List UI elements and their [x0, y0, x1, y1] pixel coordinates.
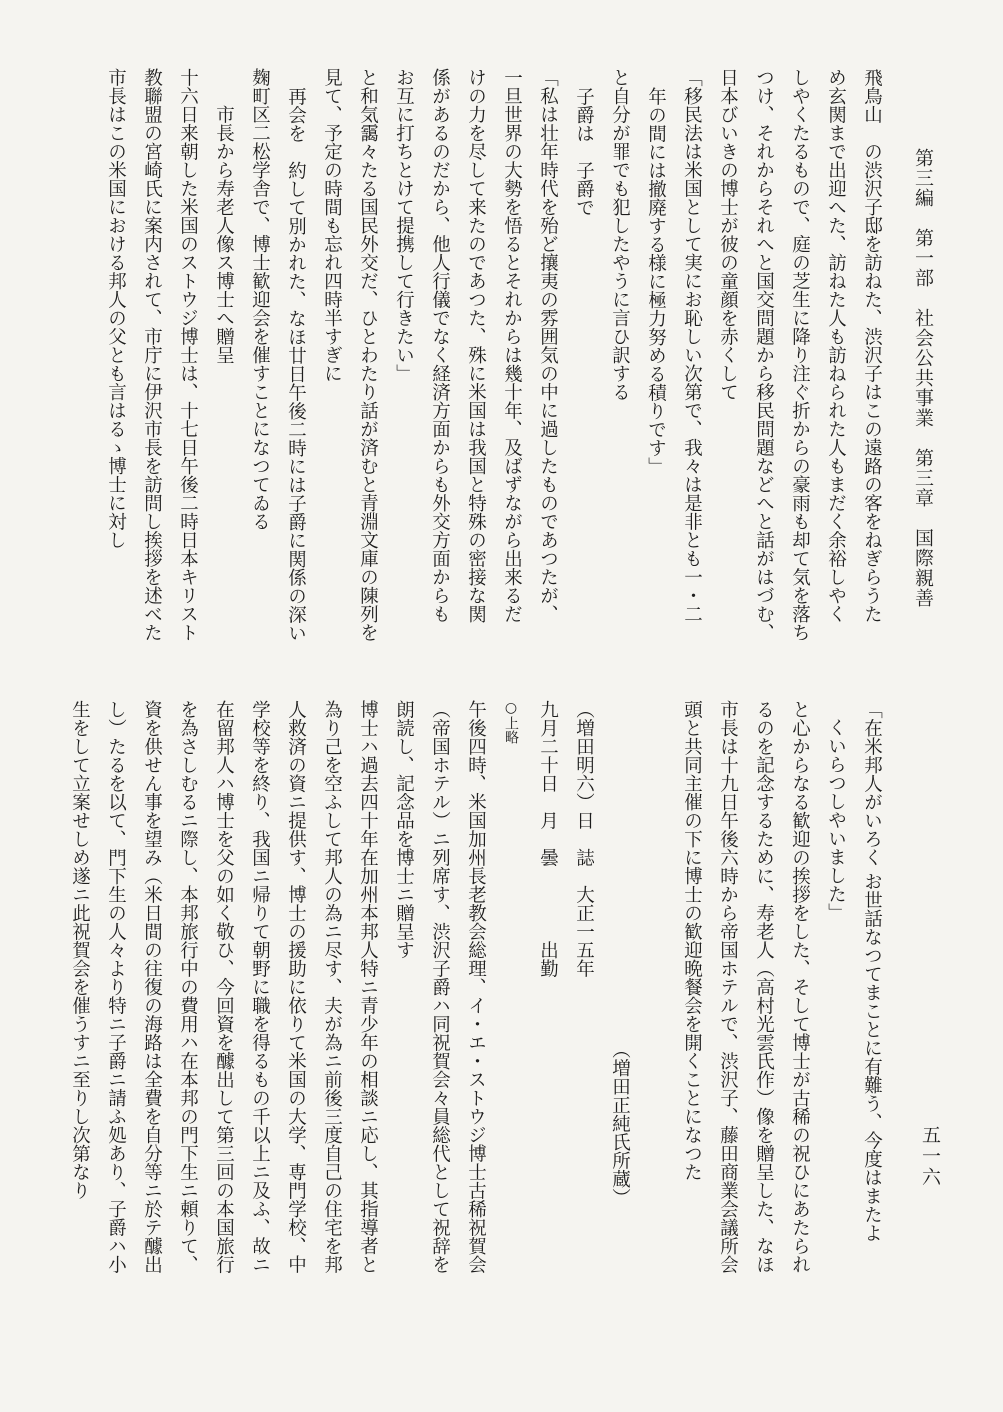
text-column: 飛鳥山 の渋沢子邸を訪ねた、渋沢子はこの遠路の客をねぎらうた — [861, 68, 883, 623]
text-column: 朗読し、記念品を博士ニ贈呈す — [393, 700, 415, 959]
text-column: 生をして立案せしめ遂ニ此祝賀会を催うすニ至りし次第なり — [69, 700, 91, 1200]
text-column: （帝国ホテル）ニ列席す、渋沢子爵ハ同祝賀会々員総代として祝辞を — [429, 700, 451, 1274]
text-column: 市長は十九日午後六時から帝国ホテルで、渋沢子、藤田商業会議所会 — [717, 700, 739, 1274]
text-column: 在留邦人ハ博士を父の如く敬ひ、今回資を醵出して第三回の本国旅行 — [213, 700, 235, 1274]
text-column: けの力を尽して来たのであつた、殊に米国は我国と特殊の密接な関 — [465, 68, 487, 623]
text-column: 「移民法は米国として実にお恥しい次第で、我々は是非とも一・二 — [681, 68, 703, 623]
text-column: しやくたるもので、庭の芝生に降り注ぐ折からの豪雨も却て気を落ち — [789, 68, 811, 642]
text-column: 見て、予定の時間も忘れ四時半すぎに — [321, 68, 343, 383]
text-column: るのを記念するために、寿老人（高村光雲氏作）像を贈呈した、なほ — [753, 700, 775, 1274]
text-column: め玄関まで出迎へた、訪ねた人も訪ねられた人もまだく余裕しやく — [825, 68, 847, 623]
text-column: 係があるのだから、他人行儀でなく経済方面からも外交方面からも — [429, 68, 451, 623]
text-column: と自分が罪でも犯したやうに言ひ訳する — [609, 68, 631, 401]
diary-date: 九月二十日 月 曇 出勤 — [537, 700, 559, 978]
text-column: 学校等を終り、我国ニ帰りて朝野に職を得るもの千以上ニ及ふ、故ニ — [249, 700, 271, 1274]
text-column: 博士ハ過去四十年在加州本邦人特ニ青少年の相談ニ応し、其指導者と — [357, 700, 379, 1274]
text-column: 「在米邦人がいろく お世話なつてまことに有難う、今度はまたよ — [861, 700, 883, 1243]
text-column: つけ、それからそれへと国交問題から移民問題などへと話がはづむ、 — [753, 68, 775, 642]
text-column: し）たるを以て、門下生の人々より特ニ子爵ニ請ふ処あり、子爵ハ小 — [105, 700, 127, 1274]
text-column: 資を供せん事を望み（米日間の往復の海路は全費を自分等ニ於テ醵出 — [141, 700, 163, 1274]
text-column: 人救済の資ニ提供す、博士の援助に依りて米国の大学、専門学校、中 — [285, 700, 307, 1274]
diary-heading: （増田明六）日 誌 大正一五年 — [573, 700, 595, 978]
text-column: 一旦世界の大勢を悟るとそれからは幾十年、及ばずながら出来るだ — [501, 68, 523, 623]
omission-note: ○上略 — [503, 700, 519, 744]
text-column: 麹町区二松学舎で、博士歓迎会を催すことになつてゐる — [249, 68, 271, 531]
text-column: 再会を 約して別かれた、なほ廿日午後二時には子爵に関係の深い — [285, 87, 307, 642]
text-column: を為さしむるニ際し、本邦旅行中の費用ハ在本邦の門下生ニ頼りて、 — [177, 700, 199, 1274]
text-column: 教聯盟の宮崎氏に案内されて、市庁に伊沢市長を訪問し挨拶を述べた — [141, 68, 163, 642]
section-heading: 市長から寿老人像ス博士へ贈呈 — [213, 68, 235, 364]
text-column: 頭と共同主催の下に博士の歓迎晩餐会を開くことになつた — [681, 700, 703, 1181]
source-note: （増田正純氏所蔵） — [609, 1040, 631, 1207]
text-column: くいらつしやいました」 — [825, 718, 847, 922]
text-column: 日本びいきの博士が彼の童顔を赤くして — [717, 68, 739, 401]
text-column: 市長はこの米国における邦人の父とも言はるゝ博士に対し — [105, 68, 127, 549]
text-column: 午後四時、米国加州長老教会総理、イ・エ・ストウジ博士古稀祝賀会 — [465, 700, 487, 1274]
text-column: 十六日来朝した米国のストウジ博士は、十七日午後二時日本キリスト — [177, 68, 199, 642]
text-column: と和気靄々たる国民外交だ、ひとわたり話が済むと青淵文庫の陳列を — [357, 68, 379, 642]
text-column: 子爵は 子爵で — [573, 87, 595, 217]
text-column: お互に打ちとけて提携して行きたい」 — [393, 68, 415, 383]
text-column: 年の間には撤廃する様に極力努める積りです」 — [645, 87, 667, 476]
text-column: と心からなる歓迎の挨拶をした、そして博士が古稀の祝ひにあたられ — [789, 700, 811, 1274]
page-number: 五一六 — [919, 1125, 941, 1188]
text-column: 為り己を空ふして邦人の為ニ尽す、夫が為ニ前後三度自己の住宅を邦 — [321, 700, 343, 1274]
text-column: 「私は壮年時代を殆ど攘夷の雰囲気の中に過したものであつたが、 — [537, 68, 559, 623]
running-header: 第三編 第一部 社会公共事業 第三章 国際親善 — [912, 148, 934, 608]
